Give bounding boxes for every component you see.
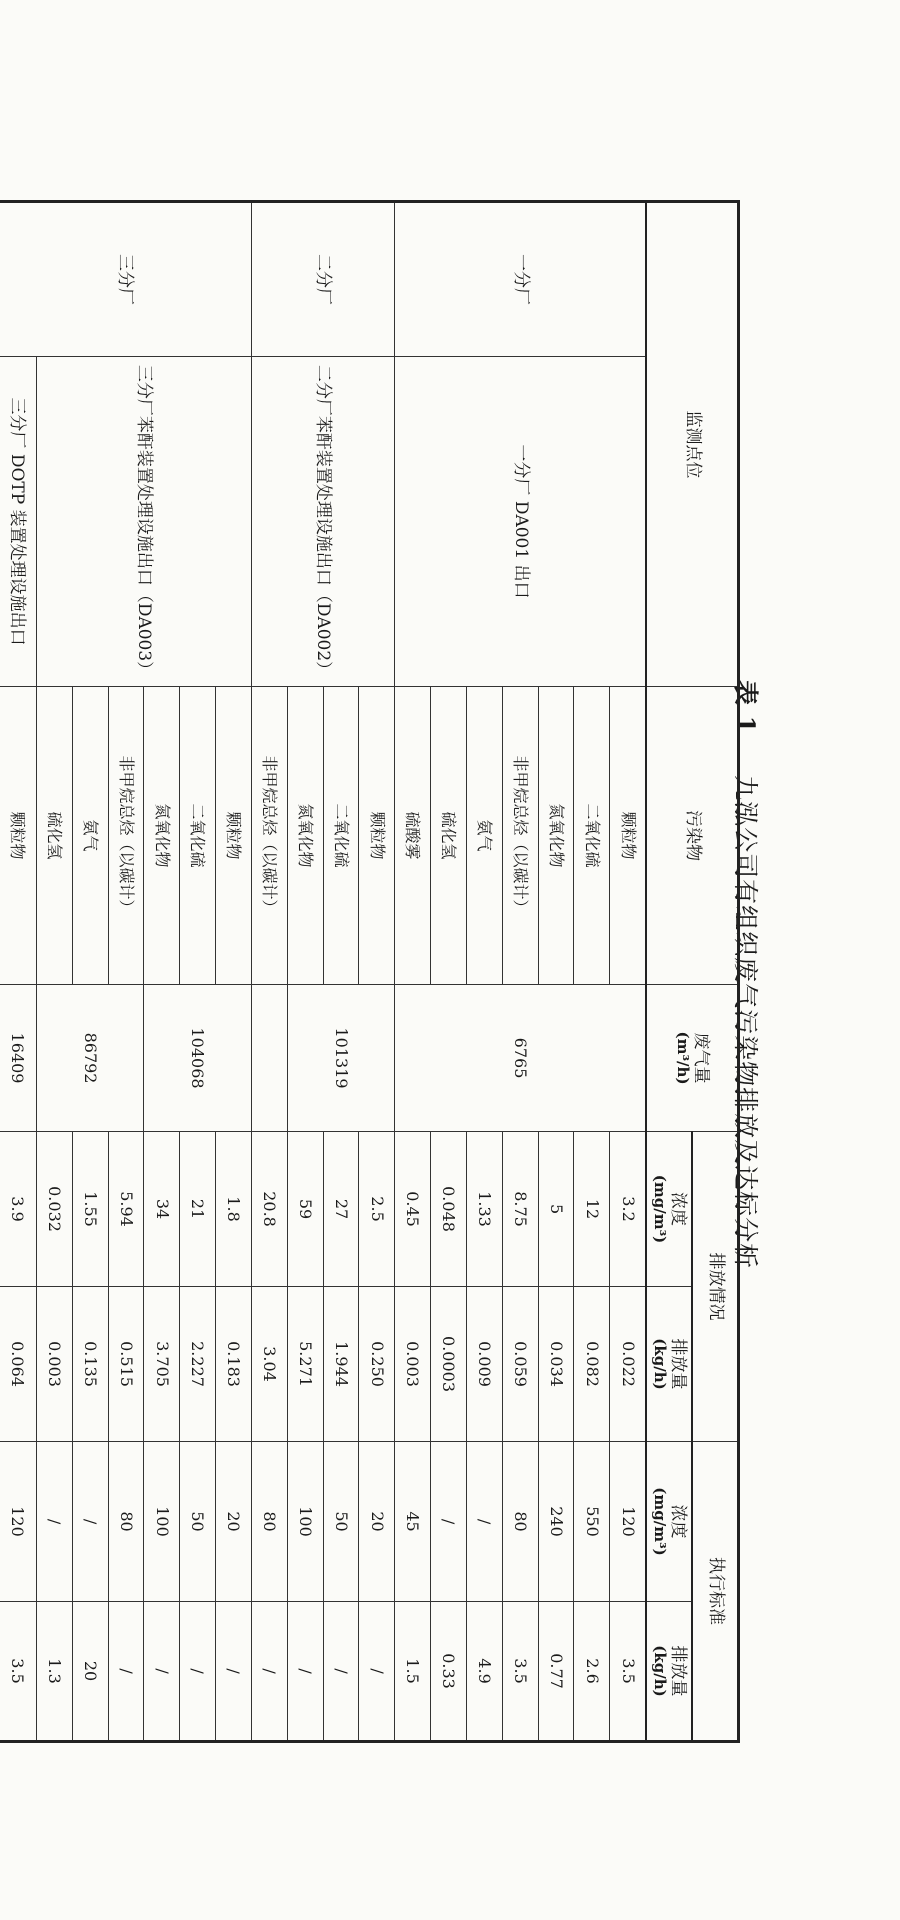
table-body xyxy=(0,202,647,1742)
std-rate-cell: / xyxy=(216,1602,252,1742)
rate-cell: 0.059 xyxy=(502,1287,538,1442)
pollutant-cell: 二氧化硫 xyxy=(574,687,610,985)
pollutant-cell: 硫化氢 xyxy=(36,687,72,985)
std-conc-cell: 240 xyxy=(538,1442,574,1602)
point-cell-da002: 二分厂苯酐装置处理设施出口（DA002） xyxy=(251,357,394,687)
header-standard: 执行标准 xyxy=(693,1442,739,1742)
pollutant-cell: 硫化氢 xyxy=(431,687,467,985)
rate-cell: 0.022 xyxy=(610,1287,647,1442)
std-rate-cell: 3.5 xyxy=(502,1602,538,1742)
rate-cell: 0.009 xyxy=(466,1287,502,1442)
flow-cell-da003-b: 86792 xyxy=(36,985,143,1132)
header-std-rate xyxy=(647,1602,693,1742)
header-rate-unit: (kg/h) xyxy=(651,1338,670,1390)
emission-table xyxy=(0,200,740,1743)
pollutant-cell: 二氧化硫 xyxy=(180,687,216,985)
conc-cell: 0.032 xyxy=(36,1132,72,1287)
table-row xyxy=(359,202,395,1742)
pollutant-cell: 硫酸雾 xyxy=(395,687,431,985)
conc-cell: 3.9 xyxy=(0,1132,36,1287)
header-flow-label: 废气量 xyxy=(690,1032,711,1084)
conc-cell: 1.8 xyxy=(216,1132,252,1287)
std-conc-cell: 550 xyxy=(574,1442,610,1602)
table-row xyxy=(610,202,647,1742)
std-conc-cell: 50 xyxy=(180,1442,216,1602)
group-cell-plant-2: 二分厂 xyxy=(251,202,394,357)
header-std-conc-label: 浓度 xyxy=(668,1504,689,1539)
header-std-conc-unit: (mg/m³) xyxy=(651,1487,670,1556)
table-head xyxy=(647,202,739,1742)
header-rate-label: 排放量 xyxy=(668,1338,689,1390)
rate-cell: 5.271 xyxy=(287,1287,323,1442)
point-cell-dotp: 三分厂 DOTP 装置处理设施出口 xyxy=(0,357,36,687)
table-title: 九泓公司有组织废气污染物排放及达标分析 xyxy=(731,775,760,1270)
table-number: 表 1 xyxy=(731,680,760,735)
std-rate-cell: / xyxy=(287,1602,323,1742)
pollutant-cell: 颗粒物 xyxy=(610,687,647,985)
std-conc-cell: 20 xyxy=(216,1442,252,1602)
std-rate-cell: 4.9 xyxy=(466,1602,502,1742)
flow-cell-da003: 104068 xyxy=(144,985,251,1132)
std-rate-cell: / xyxy=(180,1602,216,1742)
group-cell-plant-1: 一分厂 xyxy=(395,202,647,357)
std-rate-cell: 20 xyxy=(72,1602,108,1742)
rate-cell: 0.003 xyxy=(36,1287,72,1442)
pollutant-cell: 颗粒物 xyxy=(0,687,36,985)
std-conc-cell: / xyxy=(431,1442,467,1602)
header-emission: 排放情况 xyxy=(693,1132,739,1442)
pollutant-cell: 颗粒物 xyxy=(216,687,252,985)
flow-cell-da002-voc xyxy=(251,985,287,1132)
pollutant-cell: 氮氧化物 xyxy=(144,687,180,985)
std-conc-cell: / xyxy=(466,1442,502,1602)
pollutant-cell: 氮氧化物 xyxy=(538,687,574,985)
std-conc-cell: 120 xyxy=(0,1442,36,1602)
std-conc-cell: / xyxy=(36,1442,72,1602)
flow-cell-dotp: 16409 xyxy=(0,985,36,1132)
conc-cell: 12 xyxy=(574,1132,610,1287)
conc-cell: 21 xyxy=(180,1132,216,1287)
conc-cell: 34 xyxy=(144,1132,180,1287)
std-rate-cell: / xyxy=(251,1602,287,1742)
std-conc-cell: 45 xyxy=(395,1442,431,1602)
point-cell-da001: 一分厂 DA001 出口 xyxy=(395,357,647,687)
std-rate-cell: 0.33 xyxy=(431,1602,467,1742)
conc-cell: 0.45 xyxy=(395,1132,431,1287)
conc-cell: 27 xyxy=(323,1132,359,1287)
rate-cell: 0.0003 xyxy=(431,1287,467,1442)
std-conc-cell: 50 xyxy=(323,1442,359,1602)
std-conc-cell: 100 xyxy=(287,1442,323,1602)
std-conc-cell: / xyxy=(72,1442,108,1602)
std-rate-cell: 3.5 xyxy=(0,1602,36,1742)
header-conc-label: 浓度 xyxy=(668,1192,689,1227)
header-std-rate-label: 排放量 xyxy=(668,1645,689,1697)
pollutant-cell: 非甲烷总烃（以碳计） xyxy=(251,687,287,985)
header-pollutant: 污染物 xyxy=(647,687,739,985)
header-flow xyxy=(647,985,739,1132)
pollutant-cell: 氨气 xyxy=(466,687,502,985)
conc-cell: 8.75 xyxy=(502,1132,538,1287)
std-rate-cell: 2.6 xyxy=(574,1602,610,1742)
rate-cell: 0.064 xyxy=(0,1287,36,1442)
point-cell-da003: 三分厂苯酐装置处理设施出口（DA003） xyxy=(36,357,251,687)
rate-cell: 3.04 xyxy=(251,1287,287,1442)
std-rate-cell: / xyxy=(144,1602,180,1742)
conc-cell: 1.55 xyxy=(72,1132,108,1287)
header-site: 监测点位 xyxy=(647,202,739,687)
header-flow-unit: (m³/h) xyxy=(674,1031,693,1085)
std-rate-cell: 0.77 xyxy=(538,1602,574,1742)
conc-cell: 1.33 xyxy=(466,1132,502,1287)
conc-cell: 5 xyxy=(538,1132,574,1287)
std-rate-cell: 1.3 xyxy=(36,1602,72,1742)
rate-cell: 0.034 xyxy=(538,1287,574,1442)
header-conc-unit: (mg/m³) xyxy=(651,1174,670,1244)
conc-cell: 20.8 xyxy=(251,1132,287,1287)
rate-cell: 0.250 xyxy=(359,1287,395,1442)
header-std-conc xyxy=(647,1442,693,1602)
pollutant-cell: 氨气 xyxy=(72,687,108,985)
pollutant-cell: 非甲烷总烃（以碳计） xyxy=(502,687,538,985)
rate-cell: 0.515 xyxy=(108,1287,144,1442)
std-conc-cell: 80 xyxy=(502,1442,538,1602)
table-row xyxy=(0,202,36,1742)
std-conc-cell: 120 xyxy=(610,1442,647,1602)
pollutant-cell: 二氧化硫 xyxy=(323,687,359,985)
std-rate-cell: / xyxy=(359,1602,395,1742)
rate-cell: 0.003 xyxy=(395,1287,431,1442)
rate-cell: 3.705 xyxy=(144,1287,180,1442)
rate-cell: 0.135 xyxy=(72,1287,108,1442)
flow-cell-da002: 101319 xyxy=(287,985,394,1132)
rate-cell: 0.183 xyxy=(216,1287,252,1442)
std-rate-cell: / xyxy=(323,1602,359,1742)
pollutant-cell: 颗粒物 xyxy=(359,687,395,985)
std-rate-cell: / xyxy=(108,1602,144,1742)
rate-cell: 1.944 xyxy=(323,1287,359,1442)
header-rate xyxy=(647,1287,693,1442)
table-row xyxy=(216,202,252,1742)
std-rate-cell: 3.5 xyxy=(610,1602,647,1742)
conc-cell: 0.048 xyxy=(431,1132,467,1287)
std-conc-cell: 80 xyxy=(251,1442,287,1602)
std-conc-cell: 20 xyxy=(359,1442,395,1602)
rate-cell: 0.082 xyxy=(574,1287,610,1442)
pollutant-cell: 氮氧化物 xyxy=(287,687,323,985)
pollutant-cell: 非甲烷总烃（以碳计） xyxy=(108,687,144,985)
std-conc-cell: 80 xyxy=(108,1442,144,1602)
header-conc xyxy=(647,1132,693,1287)
conc-cell: 2.5 xyxy=(359,1132,395,1287)
std-conc-cell: 100 xyxy=(144,1442,180,1602)
header-std-rate-unit: (kg/h) xyxy=(651,1645,670,1697)
group-cell-plant-3: 三分厂 xyxy=(0,202,251,357)
flow-cell-da001: 6765 xyxy=(395,985,647,1132)
std-rate-cell: 1.5 xyxy=(395,1602,431,1742)
conc-cell: 59 xyxy=(287,1132,323,1287)
conc-cell: 3.2 xyxy=(610,1132,647,1287)
conc-cell: 5.94 xyxy=(108,1132,144,1287)
rate-cell: 2.227 xyxy=(180,1287,216,1442)
